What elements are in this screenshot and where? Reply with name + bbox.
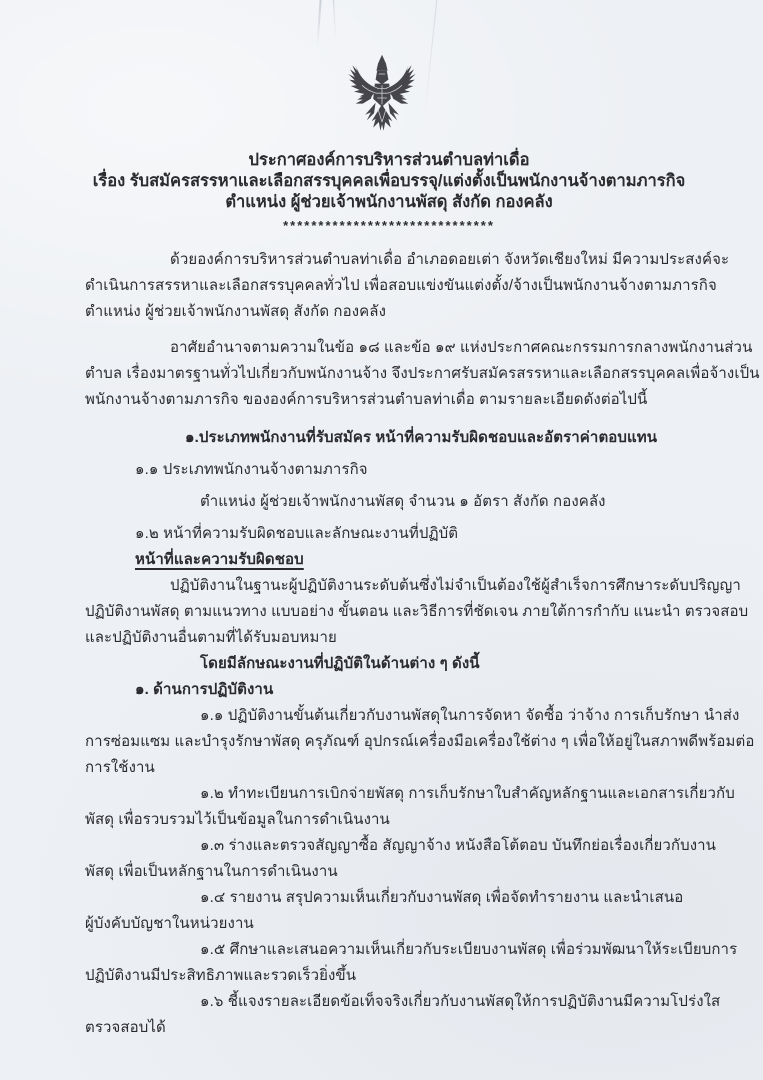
paragraph-line: พนักงานจ้างตามภารกิจ ขององค์การบริหารส่วนตำบลท่าเดื่อ ตามรายละเอียดดังต่อไปนี้ [85,391,648,408]
task-line: การซ่อมแซม และบำรุงรักษาพัสดุ ครุภัณฑ์ อุปกรณ์เครื่องมือเครื่องใช้ต่าง ๆ เพื่อให้อยู่ในสภาพดีพร้อมต่อ [85,733,755,750]
task-line: ๑.๕ ศึกษาและเสนอความเห็นเกี่ยวกับระเบียบงานพัสดุ เพื่อร่วมพัฒนาให้ระเบียบการ [200,941,738,958]
paragraph-line: อาศัยอำนาจตามความในข้อ ๑๘ และข้อ ๑๙ แห่งประกาศคณะกรรมการกลางพนักงานส่วน [170,339,753,356]
domain-1-heading: ๑. ด้านการปฏิบัติงาน [135,681,274,698]
item-1-1: ๑.๑ ประเภทพนักงานจ้างตามภารกิจ [135,461,368,478]
task-line: การใช้งาน [85,759,155,776]
task-line: พัสดุ เพื่อเป็นหลักฐานในการดำเนินงาน [85,863,338,880]
document-body [85,150,760,1041]
duty-line: ปฏิบัติงานพัสดุ ตามแนวทาง แบบอย่าง ขั้นตอน และวิธีการที่ชัดเจน ภายใต้การกำกับ แนะนำ ตรวจสอบ [85,603,749,620]
duty-line: และปฏิบัติงานอื่นตามที่ได้รับมอบหมาย [85,629,337,646]
task-1-5 [85,937,738,989]
task-1-6 [85,989,721,1041]
task-line: ตรวจสอบได้ [85,1019,166,1036]
announcement-title: ประกาศองค์การบริหารส่วนตำบลท่าเดื่อ [248,151,530,169]
position-title-line: ตำแหน่ง ผู้ช่วยเจ้าพนักงานพัสดุ สังกัด กองคลัง [225,193,553,211]
paragraph-line: ตำแหน่ง ผู้ช่วยเจ้าพนักงานพัสดุ สังกัด กองคลัง [85,303,386,320]
task-1-3 [85,833,717,885]
task-1-4 [85,885,693,937]
task-line: ๑.๖ ชี้แจงรายละเอียดข้อเท็จจริงเกี่ยวกับงานพัสดุให้การปฏิบัติงานมีความโปร่งใส [200,993,721,1010]
duty-line: ปฏิบัติงานในฐานะผู้ปฏิบัติงานระดับต้นซึ่งไม่จำเป็นต้องใช้ผู้สำเร็จการศึกษาระดับปริญญา [170,577,741,594]
task-line: ผู้บังคับบัญชาในหน่วยงาน [85,915,254,932]
task-1-2 [85,781,735,833]
paper-crease [316,0,321,46]
task-line: ๑.๑ ปฏิบัติงานขั้นต้นเกี่ยวกับงานพัสดุในการจัดหา จัดซื้อ ว่าจ้าง การเก็บรักษา นำส่ง [200,707,740,724]
paragraph-line: ตำบล เรื่องมาตรฐานทั่วไปเกี่ยวกับพนักงานจ้าง จึงประกาศรับสมัครสรรหาและเลือกสรรบุคคลเพื่อจ้างเป็น [85,365,760,382]
task-line: พัสดุ เพื่อรวบรวมไว้เป็นข้อมูลในการดำเนินงาน [85,811,390,828]
task-line: ๑.๒ ทำทะเบียนการเบิกจ่ายพัสดุ การเก็บรักษาใบสำคัญหลักฐานและเอกสารเกี่ยวกับ [200,785,735,802]
subject-line: เรื่อง รับสมัครสรรหาและเลือกสรรบุคคลเพื่อบรรจุ/แต่งตั้งเป็นพนักงานจ้างตามภารกิจ [92,172,686,190]
section-1-heading: ๑.ประเภทพนักงานที่รับสมัคร หน้าที่ความรับผิดชอบและอัตราค่าตอบแทน [185,429,658,446]
item-1-2: ๑.๒ หน้าที่ความรับผิดชอบและลักษณะงานที่ปฏิบัติ [135,525,459,542]
duty-heading: หน้าที่และความรับผิดชอบ [135,551,304,568]
paragraph-line: ด้วยองค์การบริหารส่วนตำบลท่าเดื่อ อำเภอดอยเต่า จังหวัดเชียงใหม่ มีความประสงค์จะ [170,251,730,268]
garuda-emblem-icon [0,48,763,148]
task-line: ๑.๓ ร่างและตรวจสัญญาซื้อ สัญญาจ้าง หนังสือโต้ตอบ บันทึกย่อเรื่องเกี่ยวกับงาน [200,837,717,854]
task-line: ปฏิบัติงานมีประสิทธิภาพและรวดเร็วยิ่งขึ้น [85,967,357,984]
position-detail-line: ตำแหน่ง ผู้ช่วยเจ้าพนักงานพัสดุ จำนวน ๑ อัตรา สังกัด กองคลัง [200,493,606,510]
task-1-1 [85,703,755,781]
paper-crease [333,0,336,38]
task-line: ๑.๔ รายงาน สรุปความเห็นเกี่ยวกับงานพัสดุ เพื่อจัดทำรายงาน และนำเสนอ [200,889,684,906]
asterisk-divider: ****************************** [283,218,495,233]
aspects-heading: โดยมีลักษณะงานที่ปฏิบัติในด้านต่าง ๆ ดังนี้ [200,655,480,672]
paragraph-line: ดำเนินการสรรหาและเลือกสรรบุคคลทั่วไป เพื่อสอบแข่งขันแต่งตั้ง/จ้างเป็นพนักงานจ้างตามภารกิจ [85,277,717,294]
